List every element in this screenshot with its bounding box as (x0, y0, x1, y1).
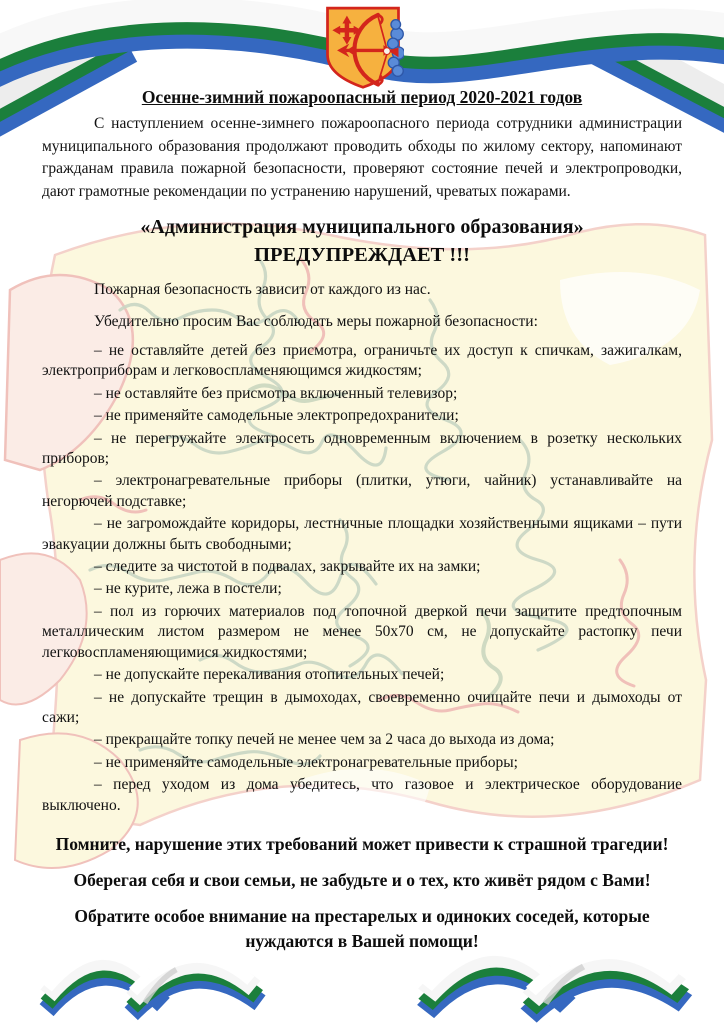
warning-heading-line2: ПРЕДУПРЕЖДАЕТ !!! (254, 244, 470, 266)
footer-warning-2: Оберегая себя и свои семьи, не забудьте и о тех, кто живёт рядом с Вами! (73, 869, 651, 890)
page-title: Осенне-зимний пожароопасный период 2020-2021 годов (141, 87, 583, 107)
rule-item: – пол из горючих материалов под топочной дверкой печи защитите предтопочным металлическим листом размером не менее 50х70 см, не допускайте растопку печи легковоспламеняющимися жидкостями; (42, 602, 682, 661)
rule-item: – не курите, лежа в постели; (94, 580, 282, 598)
rule-item: – не перегружайте электросеть одновременным включением в розетку нескольких приборов; (42, 429, 682, 468)
footer-warning-1: Помните, нарушение этих требований может привести к страшной трагедии! (55, 833, 669, 854)
footer-warning-3: Обратите особое внимание на престарелых и одиноких соседей, которые нуждаются в Вашей помощи! (74, 905, 650, 951)
rule-item: – не применяйте самодельные электропредохранители; (94, 407, 459, 425)
intro-paragraph: С наступлением осенне-зимнего пожароопасного периода сотрудники администрации муниципального образования продолжают проводить обходы по жилому сектору, напоминают гражданам правила пожарной безопасности, проверяют состояние печей и электропроводки, дают грамотные рекомендации по устранению нарушений, чреватых пожарами. (42, 115, 682, 200)
rule-item: – не оставляйте без присмотра включенный телевизор; (94, 384, 458, 402)
warning-heading-line1: «Администрация муниципального образования» (140, 216, 584, 238)
fire-safety-rules-list (42, 341, 682, 816)
rule-item: – не допускайте трещин в дымоходах, своевременно очищайте печи и дымоходы от сажи; (42, 688, 682, 726)
rule-item: – не допускайте перекаливания отопительных печей; (94, 666, 445, 684)
rule-item: – прекращайте топку печей не менее чем за 2 часа до выхода из дома; (94, 731, 555, 749)
rule-item: – не оставляйте детей без присмотра, ограничьте их доступ к спичкам, зажигалкам, электроприборам и легковоспламеняющимся жидкостям; (42, 342, 682, 380)
rule-item: – не загромождайте коридоры, лестничные площадки хозяйственными ящиками – пути эвакуации должны быть свободными; (42, 515, 682, 553)
lead-sentence-2: Убедительно просим Вас соблюдать меры пожарной безопасности: (94, 313, 538, 330)
rule-item: – электронагревательные приборы (плитки, утюги, чайник) устанавливайте на негорючей подставке; (42, 472, 682, 510)
poster-content (42, 86, 682, 954)
kirov-oblast-coat-of-arms-icon (322, 4, 404, 90)
lead-sentence-1: Пожарная безопасность зависит от каждого из нас. (94, 281, 431, 298)
rule-item: – не применяйте самодельные электронагревательные приборы; (94, 753, 518, 771)
rule-item: – следите за чистотой в подвалах, закрывайте их на замки; (94, 558, 481, 576)
rule-item: – перед уходом из дома убедитесь, что газовое и электрическое оборудование выключено. (42, 776, 682, 814)
